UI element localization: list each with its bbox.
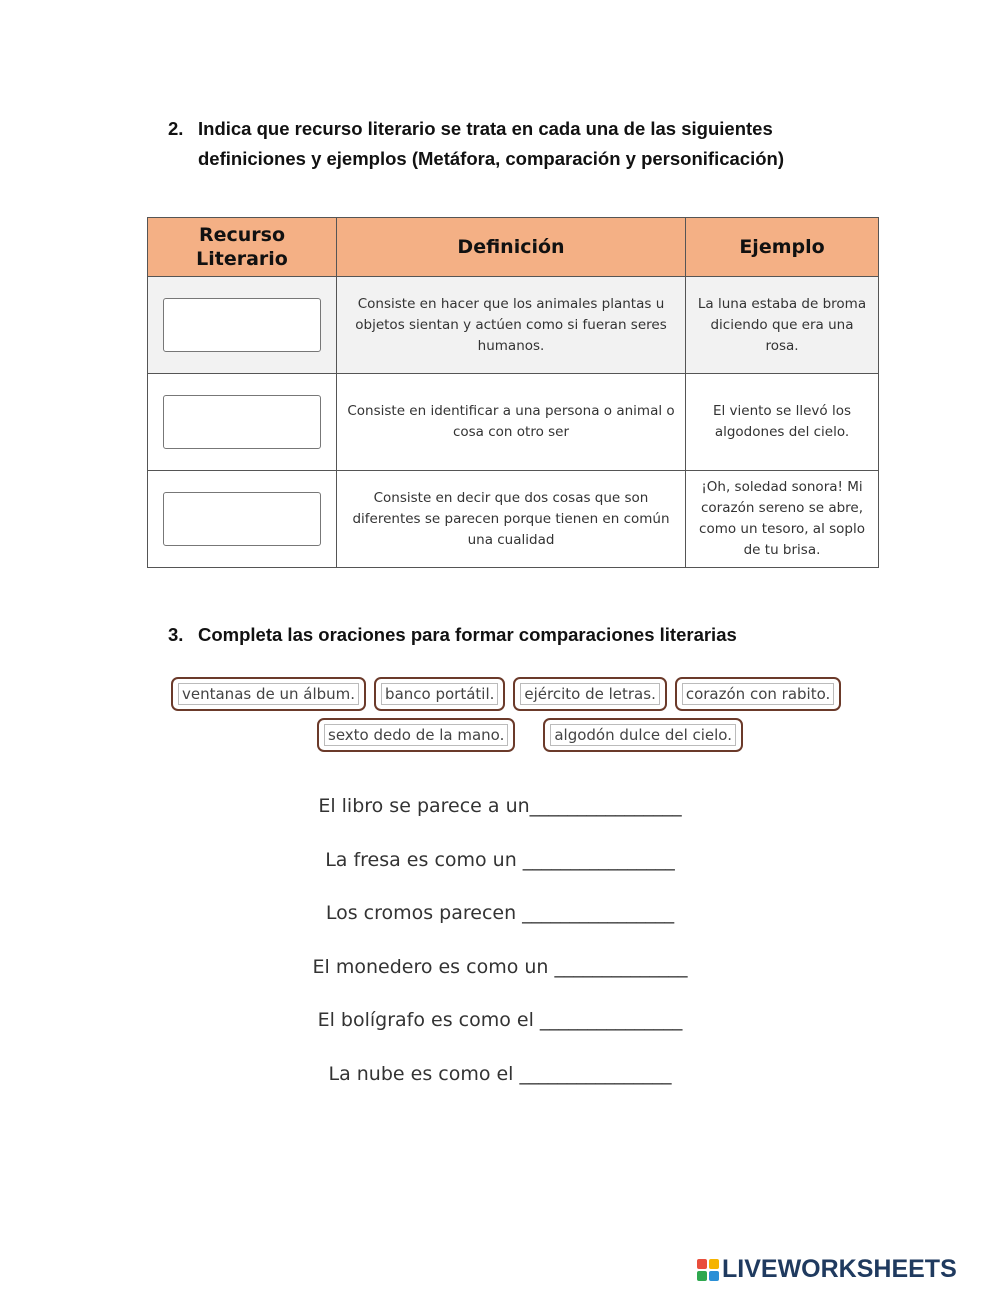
word-chip[interactable]: ejército de letras. (513, 677, 666, 711)
example-cell: ¡Oh, soledad sonora! Mi corazón sereno se abre, como un tesoro, al soplo de tu brisa. (686, 471, 879, 568)
word-chip[interactable]: banco portátil. (374, 677, 505, 711)
question-3-number: 3. (168, 624, 184, 645)
table-row (148, 471, 879, 568)
answer-cell (148, 277, 337, 374)
logo-icon (697, 1259, 719, 1281)
word-chip[interactable]: sexto dedo de la mano. (317, 718, 515, 752)
table-row (148, 374, 879, 471)
answer-cell (148, 471, 337, 568)
question-3-text: Completa las oraciones para formar comparaciones literarias (198, 624, 737, 645)
definition-cell: Consiste en hacer que los animales plantas u objetos sientan y actúen como si fueran seres humanos. (337, 277, 686, 374)
sentence-item: La nube es como el ________________ (328, 1062, 672, 1085)
example-cell: El viento se llevó los algodones del cielo. (686, 374, 879, 471)
definition-cell: Consiste en identificar a una persona o animal o cosa con otro ser (337, 374, 686, 471)
logo-text: LIVEWORKSHEETS (722, 1255, 957, 1283)
definition-cell: Consiste en decir que dos cosas que son diferentes se parecen porque tienen en común una cualidad (337, 471, 686, 568)
question-2-number: 2. (168, 118, 184, 139)
header-recurso: Recurso Literario (148, 218, 337, 277)
answer-input-3[interactable] (163, 492, 321, 546)
sentence-item: La fresa es como un ________________ (325, 848, 675, 871)
literary-resources-table (147, 217, 879, 568)
sentence-item: El monedero es como un ______________ (312, 955, 688, 978)
question-3-heading (168, 620, 848, 650)
table-header-row (148, 218, 879, 277)
word-chip[interactable]: ventanas de un álbum. (171, 677, 366, 711)
question-2-text: Indica que recurso literario se trata en cada una de las siguientes definiciones y ejemplos (Metáfora, comparación y personificación) (198, 118, 784, 169)
header-ejemplo: Ejemplo (686, 218, 879, 277)
header-definicion: Definición (337, 218, 686, 277)
word-chip[interactable]: corazón con rabito. (675, 677, 841, 711)
liveworksheets-logo (697, 1255, 957, 1284)
sentence-item: El libro se parece a un________________ (318, 795, 682, 817)
example-cell: La luna estaba de broma diciendo que era una rosa. (686, 277, 879, 374)
sentence-item: Los cromos parecen ________________ (325, 902, 675, 924)
question-2-heading (168, 114, 848, 174)
word-bank-row (171, 677, 841, 711)
answer-cell (148, 374, 337, 471)
sentence-list (0, 786, 1000, 1107)
answer-input-2[interactable] (163, 395, 321, 449)
word-bank-row (317, 718, 743, 752)
table-row (148, 277, 879, 374)
answer-input-1[interactable] (163, 298, 321, 352)
word-chip[interactable]: algodón dulce del cielo. (543, 718, 743, 752)
sentence-item: El bolígrafo es como el _______________ (317, 1009, 683, 1031)
